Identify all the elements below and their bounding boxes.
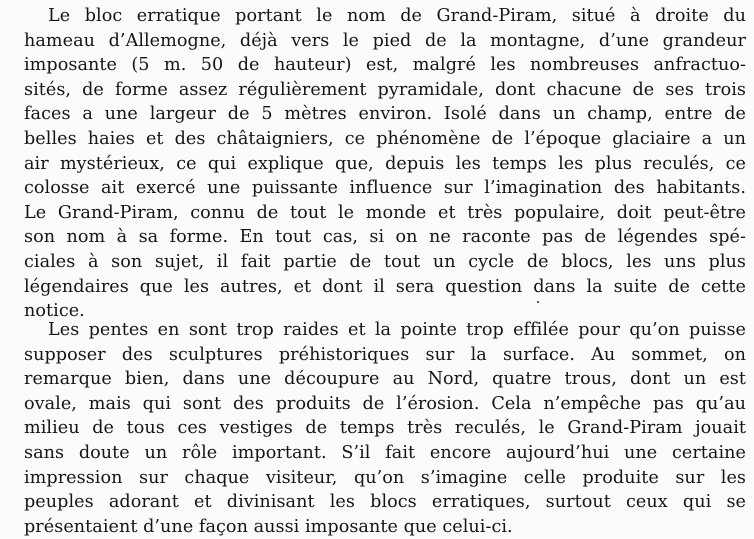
text-line: Le Grand-Piram, connu de tout le monde et très populaire, doit peut-être xyxy=(24,202,746,223)
paragraph-grand-piram-description xyxy=(24,4,746,324)
text-line: belles haies et des châtaigniers, ce phénomène de l’époque glaciaire a un xyxy=(24,128,746,149)
paragraph-slopes-and-erosion xyxy=(24,318,746,539)
text-line: peuples adorant et divinisant les blocs erratiques, surtout ceux qui se xyxy=(24,492,746,513)
text-line: Le bloc erratique portant le nom de Grand-Piram, situé à droite du xyxy=(48,6,746,26)
text-line: imposante (5 m. 50 de hauteur) est, malgré les nombreuses anfractuo- xyxy=(24,55,746,76)
text-line: impression sur chaque visiteur, qu’on s’imagine celle produite sur les xyxy=(24,467,746,488)
text-line: remarque bien, dans une découpure au Nord, quatre trous, dont un est xyxy=(24,369,746,390)
text-line: légendaires que les autres, et dont il sera question dans la suite de cette xyxy=(24,276,746,297)
text-line: présentaient d’une façon aussi imposante que celui-ci. xyxy=(24,516,513,537)
text-line: son nom à sa forme. En tout cas, si on ne raconte pas de légendes spé- xyxy=(24,227,746,248)
text-line: hameau d’Allemogne, déjà vers le pied de la montagne, d’une grandeur xyxy=(24,30,746,51)
text-line: colosse ait exercé une puissante influence sur l’imagination des habitants. xyxy=(24,178,746,199)
text-line: ciales à son sujet, il fait partie de tout un cycle de blocs, les uns plus xyxy=(24,251,746,272)
text-line: sités, de forme assez régulièrement pyramidale, dont chacune de ses trois xyxy=(24,79,746,100)
text-line: ovale, mais qui sont des produits de l’érosion. Cela n’empêche pas qu’au xyxy=(24,393,746,414)
text-line: supposer des sculptures préhistoriques sur la surface. Au sommet, on xyxy=(24,344,746,365)
text-line: air mystérieux, ce qui explique que, depuis les temps les plus reculés, ce xyxy=(24,153,746,174)
text-line: notice. xyxy=(24,301,85,322)
text-line: sans doute un rôle important. S’il fait encore aujourd’hui une certaine xyxy=(24,442,746,463)
text-line: milieu de tous ces vestiges de temps très reculés, le Grand-Piram jouait xyxy=(24,418,746,439)
print-speck xyxy=(537,301,539,303)
text-line: Les pentes en sont trop raides et la pointe trop effilée pour qu’on puisse xyxy=(48,320,746,340)
text-line: faces a une largeur de 5 mètres environ. Isolé dans un champ, entre de xyxy=(24,104,746,125)
